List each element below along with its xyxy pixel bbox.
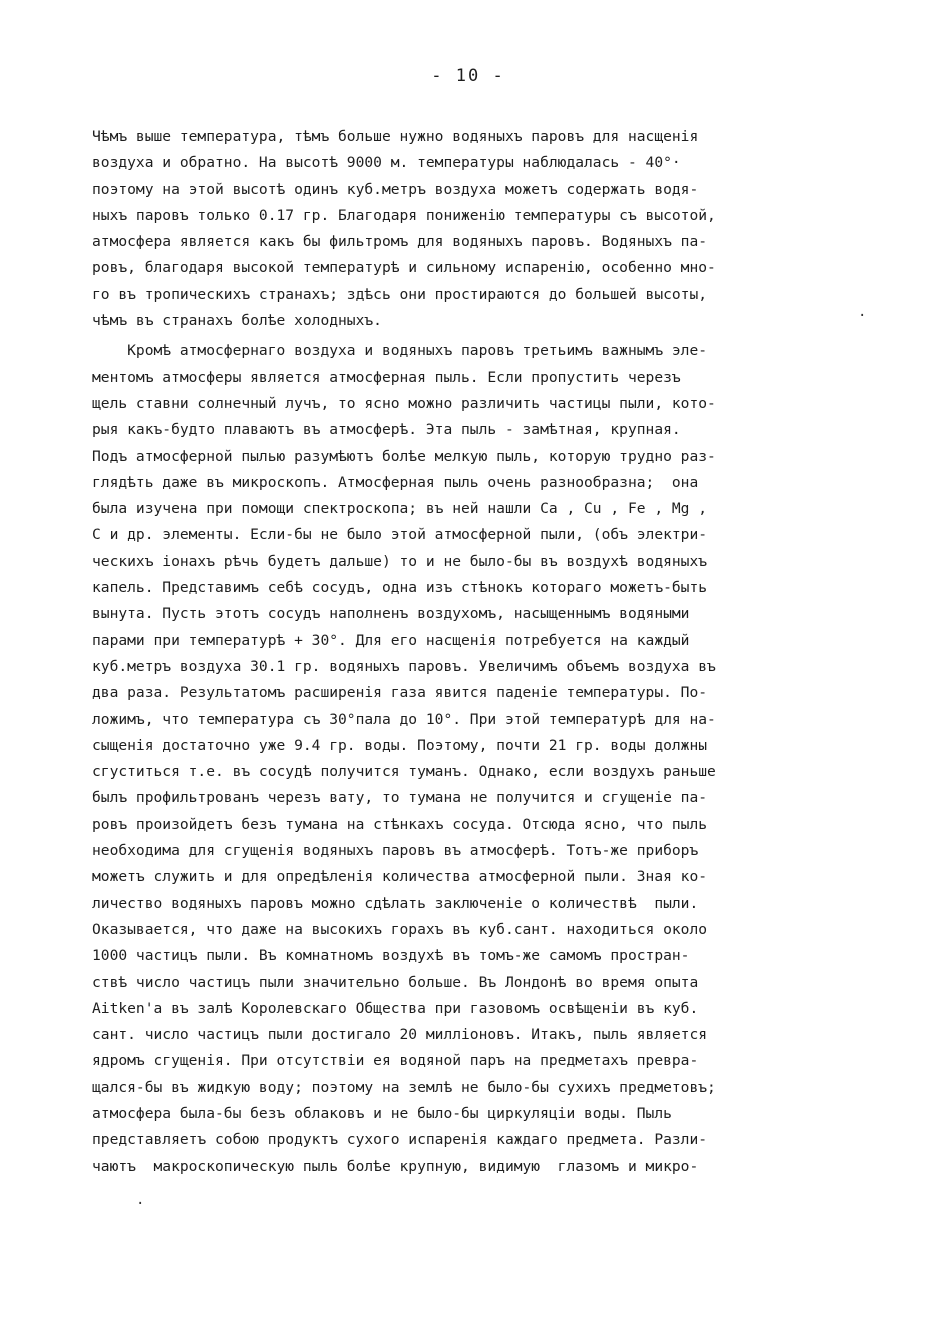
text-line: ровъ произойдетъ безъ тумана на стѣнкахъ сосуда. Отсюда ясно, что пыль bbox=[92, 815, 708, 833]
text-line: была изучена при помощи спектроскопа; въ ней нашли Ca , Cu , Fe , Mg , bbox=[92, 500, 708, 518]
text-line: былъ профильтрованъ черезъ вату, то тумана не получится и сгущеніе па- bbox=[92, 789, 708, 807]
text-line: куб.метръ воздуха 30.1 гр. водяныхъ паровъ. Увеличимъ объемъ воздуха въ bbox=[92, 657, 716, 675]
text-line: ядромъ сгущенія. При отсутствіи ея водяной паръ на предметахъ превра- bbox=[92, 1052, 699, 1070]
text-line: капель. Представимъ себѣ сосудъ, одна изъ стѣнокъ котораго можетъ-быть bbox=[92, 579, 708, 597]
text-line: Aitken'a въ залѣ Королевскаго Общества при газовомъ освѣщеніи въ куб. bbox=[92, 999, 699, 1017]
text-line: личество водяныхъ паровъ можно сдѣлать заключеніе о количествѣ пыли. bbox=[92, 894, 699, 912]
text-line: щался-бы въ жидкую воду; поэтому на землѣ не было-бы сухихъ предметовъ; bbox=[92, 1078, 716, 1096]
margin-dot: · bbox=[858, 308, 867, 324]
text-line: необходима для сгущенія водяныхъ паровъ въ атмосферѣ. Тотъ-же приборъ bbox=[92, 842, 699, 860]
text-line: сыщенія достаточно уже 9.4 гр. воды. Поэтому, почти 21 гр. воды должны bbox=[92, 736, 708, 754]
text-line: чѣмъ въ странахъ болѣе холодныхъ. bbox=[92, 312, 382, 330]
text-line: ствѣ число частицъ пыли значительно больше. Въ Лондонѣ во время опыта bbox=[92, 973, 699, 991]
text-line: сант. число частицъ пыли достигало 20 милліоновъ. Итакъ, пыль является bbox=[92, 1026, 708, 1044]
text-line: Подъ атмосферной пылью разумѣютъ болѣе мелкую пыль, которую трудно раз- bbox=[92, 447, 716, 465]
text-line: можетъ служить и для опредѣленія количества атмосферной пыли. Зная ко- bbox=[92, 868, 708, 886]
text-line: атмосфера была-бы безъ облаковъ и не было-бы циркуляціи воды. Пыль bbox=[92, 1104, 672, 1122]
text-line: ложимъ, что температура съ 30°пала до 10°. При этой температурѣ для на- bbox=[92, 710, 716, 728]
text-line: атмосфера является какъ бы фильтромъ для водяныхъ паровъ. Водяныхъ па- bbox=[92, 233, 708, 251]
text-line: щель ставни солнечный лучъ, то ясно можно различить частицы пыли, кото- bbox=[92, 394, 716, 412]
text-line: 1000 частицъ пыли. Въ комнатномъ воздухѣ въ томъ-же самомъ простран- bbox=[92, 947, 690, 965]
text-line: вынута. Пусть этотъ сосудъ наполненъ воздухомъ, насыщеннымъ водяными bbox=[92, 605, 690, 623]
text-line: представляетъ собою продуктъ сухого испаренія каждаго предмета. Разли- bbox=[92, 1131, 708, 1149]
text-line: Кромѣ атмосфернаго воздуха и водяныхъ паровъ третьимъ важнымъ эле- bbox=[92, 342, 708, 360]
text-line: глядѣть даже въ микроскопъ. Атмосферная пыль очень разнообразна; она bbox=[92, 473, 699, 491]
text-line: ныхъ паровъ только 0.17 гр. Благодаря пониженію температуры съ высотой, bbox=[92, 206, 716, 224]
text-line: рыя какъ-будто плаваютъ въ атмосферѣ. Эта пыль - замѣтная, крупная. bbox=[92, 421, 681, 439]
page-number: - 10 - bbox=[431, 66, 505, 86]
text-line: чаютъ макроскопическую пыль болѣе крупную, видимую глазомъ и микро- bbox=[92, 1157, 699, 1175]
text-line: ментомъ атмосферы является атмосферная пыль. Если пропустить черезъ bbox=[92, 368, 681, 386]
text-line: ческихъ іонахъ рѣчь будетъ дальше) то и не было-бы въ воздухѣ водяныхъ bbox=[92, 552, 708, 570]
text-line: поэтому на этой высотѣ одинъ куб.метръ воздуха можетъ содержать водя- bbox=[92, 180, 699, 198]
text-line: Чѣмъ выше температура, тѣмъ больше нужно водяныхъ паровъ для насщенія bbox=[92, 128, 699, 145]
text-line: два раза. Результатомъ расширенія газа явится паденіе температуры. По- bbox=[92, 684, 708, 702]
text-line: C и др. элементы. Если-бы не было этой атмосферной пыли, (объ электри- bbox=[92, 526, 708, 544]
text-line: сгуститься т.е. въ сосудѣ получится туманъ. Однако, если воздухъ раньше bbox=[92, 763, 716, 781]
body-text bbox=[92, 124, 872, 1180]
margin-dot: · bbox=[136, 1196, 145, 1212]
text-line: ровъ, благодаря высокой температурѣ и сильному испаренію, особенно мно- bbox=[92, 259, 716, 277]
text-line: парами при температурѣ + 30°. Для его насщенія потребуется на каждый bbox=[92, 631, 690, 649]
text-line: Оказывается, что даже на высокихъ горахъ въ куб.сант. находиться около bbox=[92, 920, 708, 938]
text-line: воздуха и обратно. На высотѣ 9000 м. температуры наблюдалась - 40°· bbox=[92, 154, 681, 172]
text-line: го въ тропическихъ странахъ; здѣсь они простираются до большей высоты, bbox=[92, 285, 708, 303]
